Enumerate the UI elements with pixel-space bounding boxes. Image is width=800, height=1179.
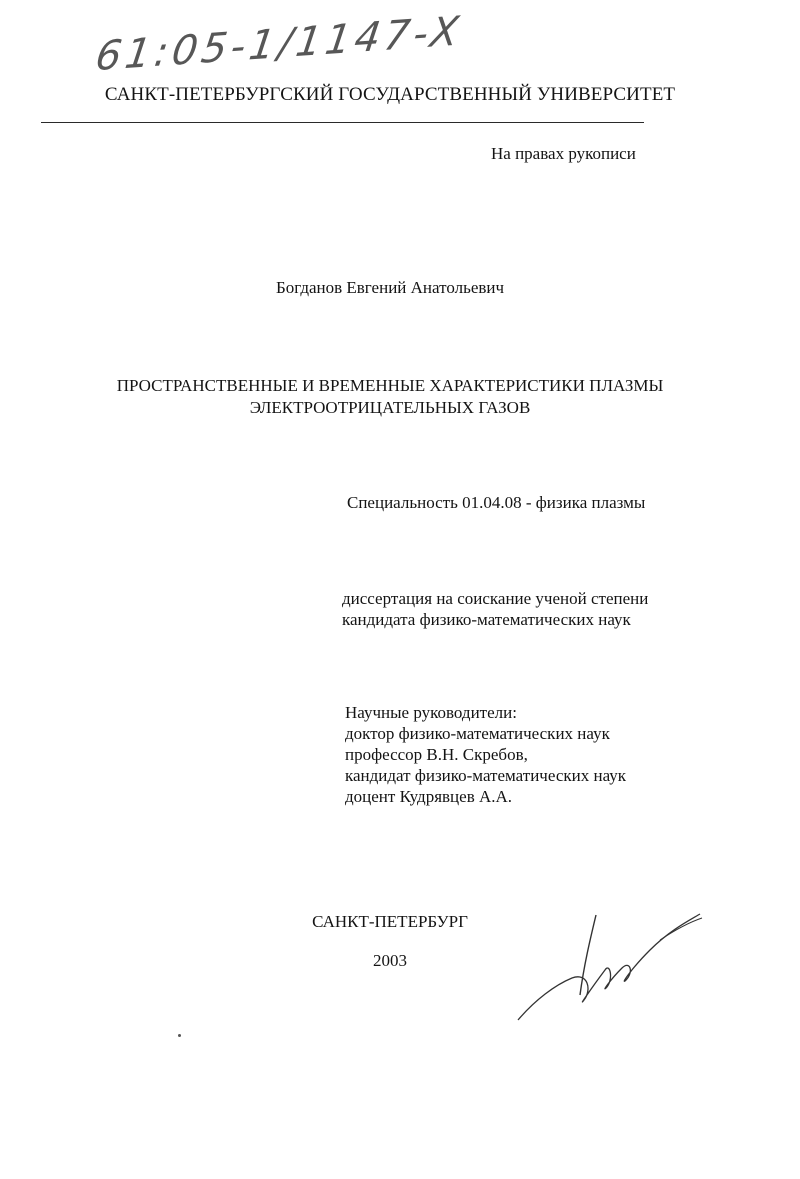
city: САНКТ-ПЕТЕРБУРГ	[312, 912, 468, 931]
university-heading: САНКТ-ПЕТЕРБУРГСКИЙ ГОСУДАРСТВЕННЫЙ УНИВЕРСИТЕТ	[104, 84, 676, 105]
year: 2003	[373, 951, 407, 970]
degree-line: кандидата физико-математических наук	[342, 610, 631, 629]
title-line: ПРОСТРАНСТВЕННЫЕ И ВРЕМЕННЫЕ ХАРАКТЕРИСТИКИ ПЛАЗМЫ	[116, 376, 664, 395]
author-name: Богданов Евгений Анатольевич	[275, 278, 505, 297]
title-line: ЭЛЕКТРООТРИЦАТЕЛЬНЫХ ГАЗОВ	[249, 398, 531, 417]
advisors-line: Научные руководители:	[345, 703, 517, 722]
manuscript-rights-note: На правах рукописи	[491, 144, 636, 163]
advisors-line: кандидат физико-математических наук	[345, 766, 627, 785]
degree-statement	[342, 588, 648, 630]
degree-line: диссертация на соискание ученой степени	[342, 589, 649, 608]
scientific-advisors	[345, 702, 626, 807]
specialty-line: Специальность 01.04.08 - физика плазмы	[347, 493, 646, 512]
advisors-line: доцент Кудрявцев А.А.	[345, 787, 513, 806]
handwritten-signature	[510, 900, 710, 1030]
speck	[178, 1034, 181, 1037]
header-divider	[41, 122, 644, 123]
advisors-line: доктор физико-математических наук	[345, 724, 610, 743]
advisors-line: профессор В.Н. Скребов,	[345, 745, 528, 764]
dissertation-title	[0, 375, 780, 419]
handwritten-archive-number: 61:05-1/1147-X	[92, 8, 466, 81]
